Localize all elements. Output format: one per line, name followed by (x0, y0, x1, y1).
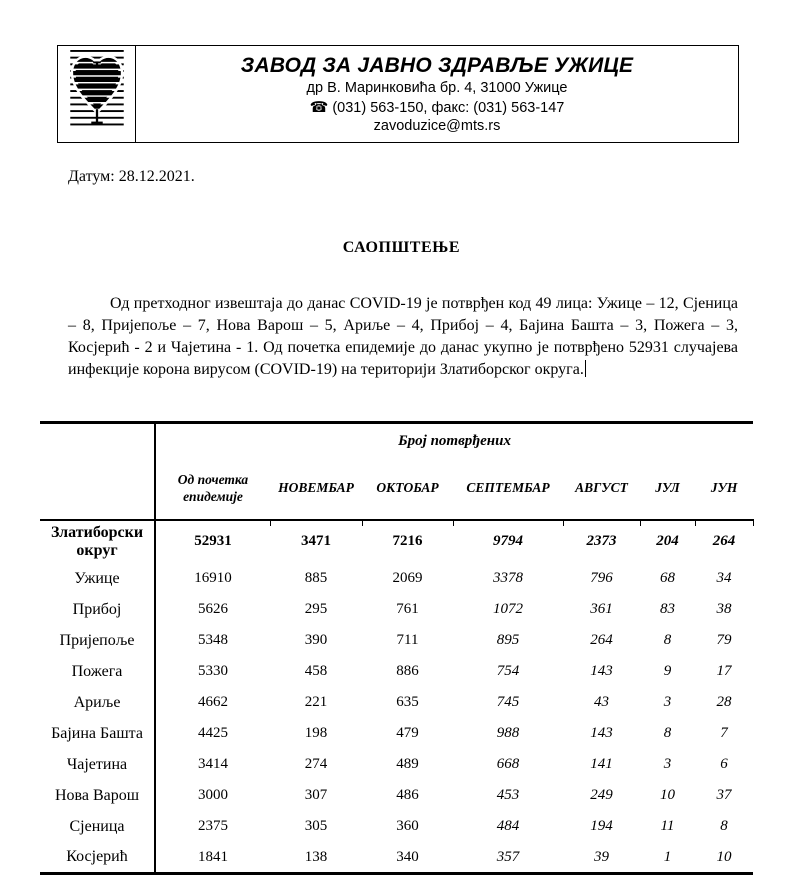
value-cell: 194 (590, 818, 613, 835)
value-cell: 3000 (198, 787, 228, 804)
value-cell: 761 (396, 601, 419, 618)
table-row (40, 626, 753, 657)
value-cell: 143 (590, 725, 613, 742)
value-cell: 16910 (194, 570, 232, 587)
col-header-epidemic-start: Од почетка епидемије (155, 459, 270, 520)
letterhead (57, 45, 739, 143)
municipality-cell: Ужице (40, 564, 155, 595)
value-cell: 28 (716, 694, 732, 711)
value-cell: 79 (716, 632, 732, 649)
table-body (40, 520, 753, 874)
table-row (40, 595, 753, 626)
value-cell: 305 (304, 818, 328, 835)
value-cell: 1 (663, 848, 672, 865)
col-header-october: ОКТОБАР (362, 459, 453, 520)
value-cell: 264 (590, 632, 613, 649)
value-cell: 5626 (198, 601, 228, 618)
value-cell: 2375 (198, 818, 228, 835)
value-cell: 141 (590, 756, 613, 773)
value-cell: 895 (496, 632, 520, 649)
logo-cell (58, 46, 136, 142)
table-row (40, 564, 753, 595)
spanning-header: Број потврђених (398, 432, 511, 449)
value-cell: 7216 (392, 533, 423, 550)
value-cell: 361 (590, 601, 613, 618)
value-cell: 1072 (493, 601, 523, 618)
municipality-cell: Сјеница (40, 812, 155, 843)
body-paragraph-text: Од претходног извештаја до данас COVID-19 је потврђен код 49 лица: Ужице – 12, Сјеница – 8, Пријепоље – 7, Нова Варош – 5, Ариље – 4, Прибој – 4, Бајина Башта – 3, Пожега – 3, Косјерић - 2 и Чајетина - 1. Од почетка епидемије до данас укупно је потврђено 52931 случајева инфекције корона вирусом (COVID-19) на територији Златиборског округа. (68, 295, 738, 378)
value-cell: 11 (660, 818, 675, 835)
org-email: zavoduzice@mts.rs (373, 118, 501, 134)
value-cell: 37 (716, 787, 732, 804)
table-row (40, 688, 753, 719)
value-cell: 3 (663, 694, 672, 711)
table-row (40, 750, 753, 781)
value-cell: 885 (304, 570, 328, 587)
value-cell: 8 (663, 725, 672, 742)
value-cell: 17 (716, 663, 732, 680)
value-cell: 2373 (586, 533, 617, 550)
municipality-cell: Ариље (40, 688, 155, 719)
municipality-cell: Прибој (40, 595, 155, 626)
value-cell: 38 (716, 601, 732, 618)
col-header-november: НОВЕМБАР (270, 459, 362, 520)
value-cell: 458 (304, 663, 328, 680)
value-cell: 360 (396, 818, 419, 835)
value-cell: 274 (304, 756, 328, 773)
value-cell: 486 (396, 787, 419, 804)
value-cell: 1841 (198, 848, 228, 865)
table-row (40, 812, 753, 843)
value-cell: 83 (660, 601, 675, 618)
value-cell: 340 (396, 848, 419, 865)
value-cell: 635 (396, 694, 419, 711)
value-cell: 8 (663, 632, 672, 649)
municipality-cell: Нова Варош (40, 781, 155, 812)
col-header-august: АВГУСТ (563, 459, 640, 520)
value-cell: 668 (496, 756, 520, 773)
org-phone-line (136, 98, 738, 116)
value-cell: 39 (594, 848, 609, 865)
text-cursor (585, 360, 586, 377)
value-cell: 2069 (392, 570, 423, 587)
municipality-cell: Бајина Башта (40, 719, 155, 750)
value-cell: 10 (660, 787, 675, 804)
value-cell: 68 (660, 570, 675, 587)
municipality-cell: Златиборски округ (40, 520, 155, 564)
value-cell: 204 (656, 533, 679, 550)
value-cell: 138 (304, 848, 328, 865)
table-row (40, 657, 753, 688)
value-cell: 249 (590, 787, 613, 804)
value-cell: 264 (712, 533, 736, 550)
municipality-cell: Косјерић (40, 843, 155, 874)
value-cell: 3 (663, 756, 672, 773)
value-cell: 295 (304, 601, 328, 618)
value-cell: 711 (396, 632, 419, 649)
institute-logo-icon (68, 50, 126, 139)
org-name: ЗАВОД ЗА ЈАВНО ЗДРАВЉЕ УЖИЦЕ (240, 54, 634, 77)
table-header (40, 423, 753, 520)
col-header-september: СЕПТЕМБАР (453, 459, 563, 520)
letterhead-text (136, 46, 738, 142)
value-cell: 745 (496, 694, 520, 711)
municipality-cell: Пожега (40, 657, 155, 688)
value-cell: 8 (720, 818, 728, 835)
table-row (40, 719, 753, 750)
value-cell: 43 (594, 694, 609, 711)
value-cell: 34 (716, 570, 732, 587)
table-row (40, 781, 753, 812)
col-header-july: ЈУЛ (640, 459, 695, 520)
value-cell: 796 (590, 570, 613, 587)
value-cell: 357 (496, 848, 520, 865)
value-cell: 3471 (301, 533, 331, 550)
col-header-june: ЈУН (695, 459, 753, 520)
value-cell: 5348 (198, 632, 228, 649)
value-cell: 754 (496, 663, 520, 680)
announcement-title: САОПШТЕЊЕ (342, 239, 461, 256)
covid-table (40, 421, 753, 875)
municipality-cell: Пријепоље (40, 626, 155, 657)
value-cell: 9 (663, 663, 672, 680)
body-paragraph[interactable] (68, 293, 738, 381)
value-cell: 307 (304, 787, 328, 804)
value-cell: 489 (396, 756, 419, 773)
value-cell: 143 (590, 663, 613, 680)
table-row (40, 843, 753, 874)
value-cell: 7 (720, 725, 728, 742)
table-row (40, 520, 753, 564)
value-cell: 484 (496, 818, 520, 835)
date-line: Датум: 28.12.2021. (68, 168, 195, 185)
value-cell: 9794 (493, 533, 523, 550)
value-cell: 886 (396, 663, 419, 680)
value-cell: 4425 (198, 725, 228, 742)
value-cell: 3378 (493, 570, 523, 587)
value-cell: 390 (304, 632, 328, 649)
value-cell: 3414 (198, 756, 228, 773)
value-cell: 5330 (198, 663, 228, 680)
phone-icon: ☎ (309, 99, 329, 116)
phone-numbers: (031) 563-150, факс: (031) 563-147 (332, 100, 565, 116)
value-cell: 198 (304, 725, 328, 742)
value-cell: 479 (396, 725, 419, 742)
value-cell: 988 (496, 725, 520, 742)
org-address: др В. Маринковића бр. 4, 31000 Ужице (306, 80, 568, 96)
value-cell: 52931 (194, 533, 232, 550)
corner-cell (40, 423, 155, 520)
municipality-cell: Чајетина (40, 750, 155, 781)
value-cell: 453 (496, 787, 520, 804)
value-cell: 221 (304, 694, 328, 711)
value-cell: 6 (720, 756, 728, 773)
value-cell: 10 (716, 848, 732, 865)
value-cell: 4662 (198, 694, 228, 711)
